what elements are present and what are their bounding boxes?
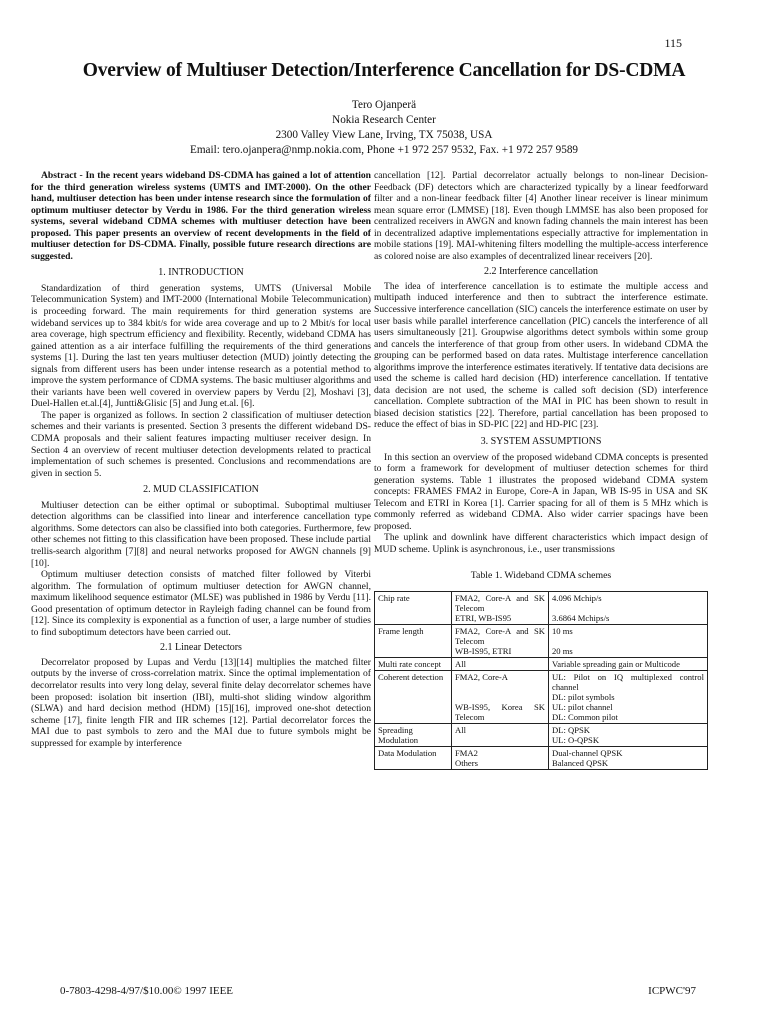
section-heading-system-assumptions: 3. SYSTEM ASSUMPTIONS [480,436,602,448]
left-column [31,170,371,749]
table-cell: Variable spreading gain or Multicode [549,658,708,671]
table-row [375,724,708,747]
subsection-heading-linear-detectors: 2.1 Linear Detectors [160,642,242,654]
table-cell: FMA2, Core-A and SK Telecom WB-IS95, ETRI [452,625,549,658]
table-row [375,671,708,724]
paragraph: The idea of interference cancellation is to estimate the multiple access and multipath induced interference and then to subtract the interference estimate. Successive interference cancellation (SIC) cancels the interference estimate on user by user basis while parallel interference cancellation (PIC) cancels the interference of all users simultaneously [21]. Groupwise algorithms detect symbols within some group and cancels the interference of that group from other users. In wideband CDMA the grouping can be performed based on data rates. Multistage interference cancellation algorithms improve the interference estimates iteratively. If tentative data decisions are used the scheme is called hard decision (HD) interference cancellation. If tentative data decision are not used, the scheme is called soft decision (SD) interference cancellation. Complete subtraction of the MAI in PIC has been shown to result in biased decision statistics [22]. Therefore, partial cancellation has been proposed to reduce the effect of bias in SD-PIC [22] and HD-PIC [23]. [374,280,708,431]
author-affiliation: Nokia Research Center [332,114,436,126]
author-contact: Email: tero.ojanpera@nmp.nokia.com, Phone +1 972 257 9532, Fax. +1 972 257 9589 [189,144,579,156]
paragraph: Decorrelator proposed by Lupas and Verdu [13][14] multiplies the matched filter outputs by the inverse of cross-correlation matrix. Since the optimal implementation of decorrelator results into very long delay, several finite delay decorrelator schemes have been proposed: isolation bit insertion (IBI), multi-shot sliding window algorithm (SLWA) and hard decision method (HDM) [15][16], improved one-shot detection scheme [17], finite length FIR and IIR schemes [12]. Partial decorrelator forces the MAI due to past symbols to zero and the MAI due to future symbols might be suppressed for example by interference [31,656,371,749]
table-cell: Coherent detection [375,671,452,724]
paragraph: Multiuser detection can be either optimal or suboptimal. Suboptimal multiuser detection algorithms can be classified into linear and interference cancellation type algorithms. Some detectors can also be classified into both categories. Furthermore, few other schemes not fitting to this classification have been proposed. These include partial trellis-search algorithm [7][8] and neural networks proposed for AWGN channels [9][10]. [31,499,371,569]
table-row [375,747,708,770]
paragraph: cancellation [12]. Partial decorrelator actually belongs to non-linear Decision-Feedback (DF) detectors which are characterized typically by a linear feedforward filter and a non-linear feedback filter [4] Another linear receiver is linear minimum mean square error (LMMSE) [18]. Even though LMMSE has also been proposed for centralized receivers in AWGN and known fading channels the main interest has been in decentralized adaptive implementations especially attractive for implementation in mobile stations [19]. MAI-whitening filters modelling the multiple-access interference as colored noise are also examples of decentralized linear receivers [20]. [374,170,708,262]
table-cell: 4.096 Mchip/s 3.6864 Mchips/s [549,592,708,625]
table-cell: FMA2, Core-A and SK Telecom ETRI, WB-IS95 [452,592,549,625]
table-cell: UL: Pilot on IQ multiplexed control channel DL: pilot symbols UL: pilot channel DL: Common pilot [549,671,708,724]
abstract [31,170,371,262]
table-cell: FMA2 Others [452,747,549,770]
table-caption: Table 1. Wideband CDMA schemes [470,569,612,581]
paragraph: The uplink and downlink have different characteristics which impact design of MUD scheme. Uplink is asynchronous, i.e., user transmissions [374,532,708,555]
author-name: Tero Ojanperä [351,99,417,111]
table-cell: Multi rate concept [375,658,452,671]
table-row [375,592,708,625]
right-column [374,170,708,770]
table-cell: Dual-channel QPSK Balanced QPSK [549,747,708,770]
paragraph: Optimum multiuser detection consists of matched filter followed by Viterbi algorithm. The formulation of optimum multiuser detection for AWGN channel, maximum likelihood sequence estimator (MLSE) was published in 1986 by Verdu [11]. Good presentation of optimum detector in Rayleigh fading channel can be found from [12]. Since its complexity is exponential as a function of user, a large number of studies to find suboptimum detectors have been carried out. [31,569,371,638]
table-cell: Frame length [375,625,452,658]
paragraph: In this section an overview of the proposed wideband CDMA concepts is presented to form a framework for development of multiuser detection schemes for third generation systems. Table 1 illustrates the proposed wideband CDMA system concepts: FRAMES FMA2 in Europe, Core-A in Japan, WB IS-95 in USA and SK Telecom and ETRI in Korea [1]. Carrier spacing for all of them is 5 MHz which is commonly referred as wideband CDMA. Also wider carrier spacings have been proposed. [374,451,708,532]
paragraph: The paper is organized as follows. In section 2 classification of multiuser detection schemes and their variants is presented. Section 3 presents the different wideband DS-CDMA proposals and their salient features impacting multiuser receiver design. In Section 4 an overview of recent multiuser detection developments related to practical implementation of such schemes is presented. Conclusions and recommendations are given in section 5. [31,409,371,479]
section-heading-mud-classification: 2. MUD CLASSIFICATION [143,484,259,496]
wcdma-table [374,591,708,770]
paper-title: Overview of Multiuser Detection/Interference Cancellation for DS-CDMA [82,60,686,81]
page-number: 115 [664,36,682,50]
footer-conference: ICPWC'97 [648,985,696,997]
abstract-text: In the recent years wideband DS-CDMA has gained a lot of attention for the third generation wireless systems (UMTS and IMT-2000). On the other hand, multiuser detection has been under intense research since the formulation of optimum multiuser detector by Verdu in 1986. For the third generation wireless systems, several wideband CDMA schemes with multiuser detection have been proposed. This paper presents an overview of recent developments in the field of multiuser detection for DS-CDMA. Finally, possible future research directions are suggested. [31,170,372,262]
section-heading-introduction: 1. INTRODUCTION [158,267,244,279]
paragraph: Standardization of third generation systems, UMTS (Universal Mobile Telecommunication System) and IMT-2000 (International Mobile Telecommunication) is proceeding forward. The main requirements for third generation systems are wideband services up to 384 kbit/s for wide area coverage and up to 2 Mbit/s for local area coverage, high spectrum efficiency and flexibility. Recently, wideband CDMA has gained attention as a air interface fulfilling the requirements of the third generations systems [1]. During the last ten years multiuser detection (MUD) jointly detecting the signals from different users has been under intense research as a potential method to improve the system performance of CDMA systems. The basic multiuser algorithms and their variants have been well covered in overview papers by Verdu [2], Moshavi [3], Duel-Hallen et.al.[4], Juntti&Glisic [5] and Jung et.al. [6]. [31,282,371,410]
footer-copyright: 0-7803-4298-4/97/$10.00© 1997 IEEE [60,985,234,997]
table-cell: FMA2, Core-A WB-IS95, Korea SK Telecom [452,671,549,724]
author-address: 2300 Valley View Lane, Irving, TX 75038, USA [275,129,493,141]
table-cell: 10 ms 20 ms [549,625,708,658]
abstract-label: Abstract - [41,170,83,181]
table-cell: DL: QPSK UL: O-QPSK [549,724,708,747]
author-block [0,98,768,158]
subsection-heading-interference-cancellation: 2.2 Interference cancellation [483,266,599,278]
table-cell: Spreading Modulation [375,724,452,747]
table-cell: Data Modulation [375,747,452,770]
table-cell: Chip rate [375,592,452,625]
table-cell: All [452,658,549,671]
table-cell: All [452,724,549,747]
table-row [375,625,708,658]
table-row [375,658,708,671]
